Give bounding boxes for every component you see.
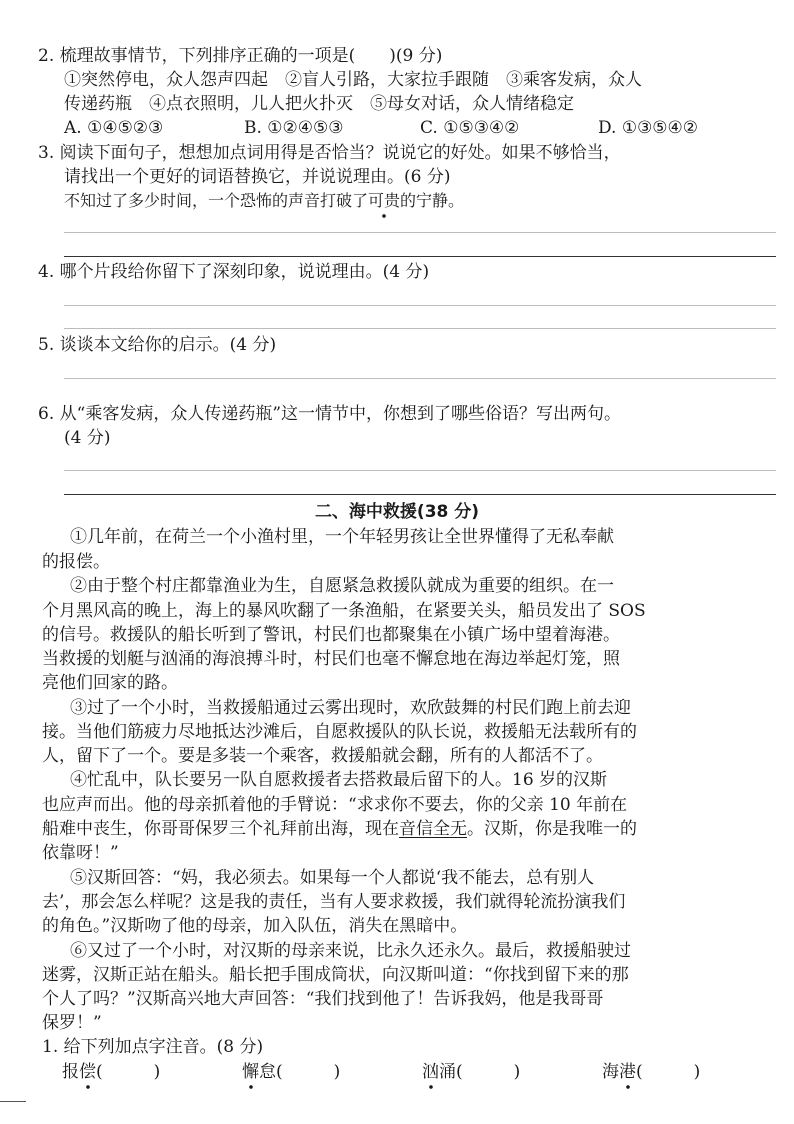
passage-line: 的报偿。 — [42, 552, 110, 572]
passage-line: 接。当他们筋疲力尽地抵达沙滩后，自愿救援队的队长说，救援船无法载所有的 — [42, 722, 637, 742]
q2-events-line1: ①突然停电，众人怨声四起 ②盲人引路，大家拉手跟随 ③乘客发病，众人 — [64, 70, 642, 90]
passage-line: 保罗！” — [42, 1013, 102, 1033]
margin-mark — [0, 1101, 26, 1102]
q2-option-d: D. ①③⑤④② — [598, 118, 699, 138]
q6-answer-line-1 — [64, 470, 776, 471]
pinyin-item: 汹涌( ) — [422, 1060, 520, 1084]
passage-line: 人，留下了一个。要是多装一个乘客，救援船就会翻，所有的人都活不了。 — [42, 746, 603, 766]
q5-text: 5. 谈谈本文给你的启示。(4 分) — [38, 335, 277, 355]
q3-sentence-after: 的宁静。 — [400, 191, 465, 210]
dotted-char: 港 — [619, 1060, 636, 1090]
q4-answer-line-2 — [64, 328, 776, 329]
pinyin-item: 报偿( ) — [62, 1060, 160, 1084]
q2-option-b: B. ①②④⑤③ — [244, 118, 344, 138]
q3-line2: 请找出一个更好的词语替换它，并说说理由。(6 分) — [64, 167, 451, 187]
passage-line — [42, 817, 637, 841]
dotted-char: 懈 — [242, 1060, 259, 1090]
q2-stem: 2. 梳理故事情节，下列排序正确的一项是( )(9 分) — [38, 46, 443, 66]
passage-line: 个月黑风高的晚上，海上的暴风吹翻了一条渔船，在紧要关头，船员发出了 SOS — [42, 601, 646, 621]
pinyin-item: 懈怠( ) — [242, 1060, 340, 1084]
pinyin-item: 海港( ) — [602, 1060, 700, 1084]
passage-line: 依靠呀！” — [42, 843, 119, 863]
q6-answer-line-2 — [64, 494, 776, 495]
q4-answer-line-1 — [64, 305, 776, 306]
passage-line: 个人了吗？”汉斯高兴地大声回答：“我们找到他了！告诉我妈，他是我哥哥 — [42, 989, 604, 1009]
passage-line: ②由于整个村庄都靠渔业为生，自愿紧急救援队就成为重要的组织。在一 — [70, 576, 614, 596]
passage-line: ⑥又过了一个小时，对汉斯的母亲来说，比永久还永久。最后，救援船驶过 — [70, 941, 631, 961]
passage-line: ③过了一个小时，当救援船通过云雾出现时，欢欣鼓舞的村民们跑上前去迎 — [70, 698, 631, 718]
section-title: 二、海中救援(38 分) — [314, 502, 480, 522]
passage-line: 的信号。救援队的船长听到了警讯，村民们也都聚集在小镇广场中望着海港。 — [42, 625, 620, 645]
dotted-char: 偿 — [79, 1060, 96, 1090]
q5-answer-line-1 — [64, 378, 776, 379]
passage-line: ⑤汉斯回答：“妈，我必须去。如果每一个人都说‘我不能去，总有别人 — [70, 868, 595, 888]
passage-segment: 。汉斯，你是我唯一的 — [467, 819, 637, 839]
answer-paren: ( ) — [96, 1062, 161, 1082]
passage-line: 的角色。”汉斯吻了他的母亲，加入队伍，消失在黑暗中。 — [42, 916, 468, 936]
q6-line2: (4 分) — [64, 428, 111, 448]
passage-line: ①几年前，在荷兰一个小渔村里，一个年轻男孩让全世界懂得了无私奉献 — [70, 527, 614, 547]
q4-text: 4. 哪个片段给你留下了深刻印象，说说理由。(4 分) — [38, 262, 430, 282]
q6-line1: 6. 从“乘客发病，众人传递药瓶”这一情节中，你想到了哪些俗语？写出两句。 — [38, 404, 622, 424]
q2-option-a: A. ①④⑤②③ — [64, 118, 164, 138]
answer-paren: ( ) — [636, 1062, 701, 1082]
dotted-char: 汹 — [422, 1060, 439, 1090]
answer-paren: ( ) — [276, 1062, 341, 1082]
passage-line: 也应声而出。他的母亲抓着他的手臂说：“求求你不要去，你的父亲 10 年前在 — [42, 795, 628, 815]
q3-dotted-word: 可贵 — [368, 189, 400, 219]
passage-line: 迷雾，汉斯正站在船头。船长把手围成筒状，向汉斯叫道：“你找到留下来的那 — [42, 965, 629, 985]
s2q1-stem: 1. 给下列加点字注音。(8 分) — [42, 1037, 264, 1057]
q2-option-c: C. ①⑤③④② — [420, 118, 520, 138]
underlined-phrase: 音信全无 — [399, 819, 467, 839]
passage-line: ④忙乱中，队长要另一队自愿救援者去搭救最后留下的人。16 岁的汉斯 — [70, 770, 608, 790]
passage-line: 去’，那会怎么样呢？这是我的责任，当有人要求救援，我们就得轮流扮演我们 — [42, 892, 626, 912]
q3-answer-line-2 — [64, 256, 776, 257]
q3-sentence — [64, 189, 464, 213]
q3-sentence-before: 不知过了多少时间，一个恐怖的声音打破了 — [64, 191, 369, 210]
q3-line1: 3. 阅读下面句子，想想加点词用得是否恰当？说说它的好处。如果不够恰当， — [38, 143, 621, 163]
passage-line: 当救援的划艇与汹涌的海浪搏斗时，村民们也毫不懈怠地在海边举起灯笼，照 — [42, 649, 620, 669]
answer-paren: ( ) — [456, 1062, 521, 1082]
q2-events-line2: 传递药瓶 ④点衣照明，儿人把火扑灭 ⑤母女对话，众人情绪稳定 — [64, 94, 574, 114]
q3-answer-line-1 — [64, 232, 776, 233]
passage-segment: 船难中丧生，你哥哥保罗三个礼拜前出海，现在 — [42, 819, 399, 839]
passage-line: 亮他们回家的路。 — [42, 673, 178, 693]
